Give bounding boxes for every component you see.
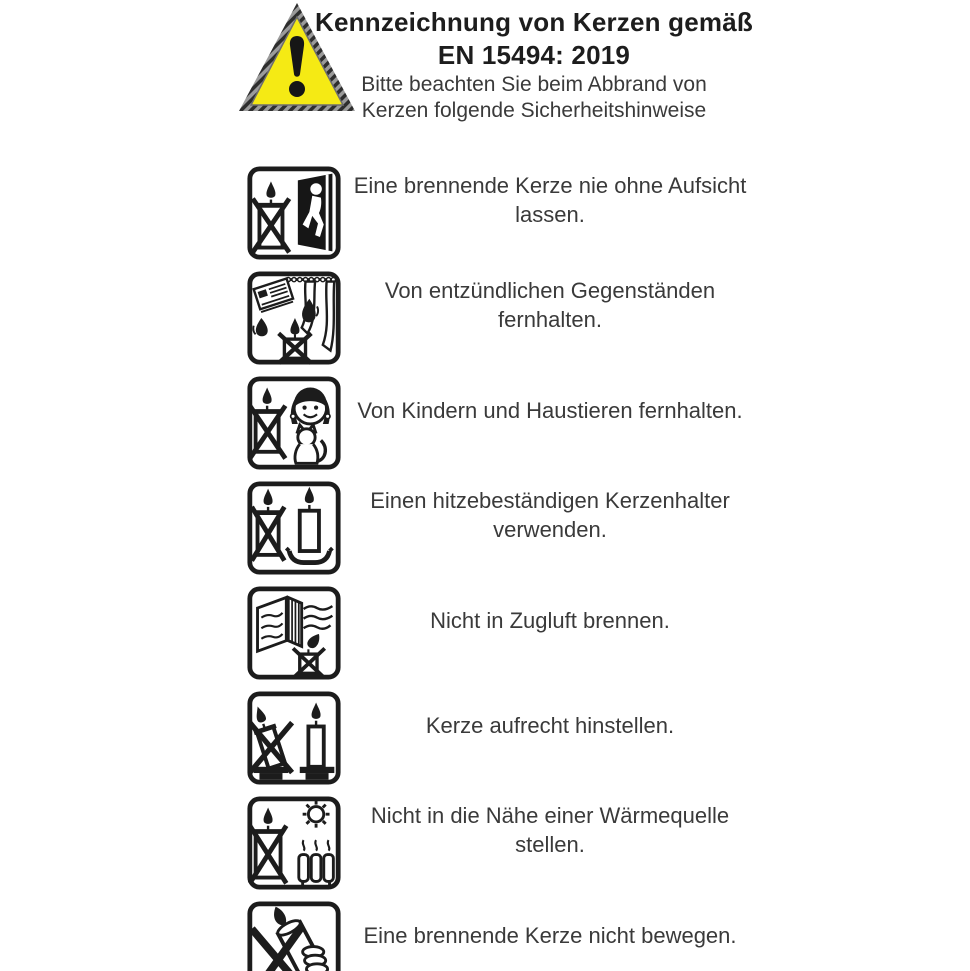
safety-row <box>0 480 970 576</box>
safety-instruction-text: Von entzündlichen Gegenständen fernhalten. <box>384 278 716 332</box>
safety-instruction-text: Von Kindern und Haustieren fernhalten. <box>357 397 743 423</box>
safety-row <box>0 795 970 891</box>
candle-unattended-icon <box>246 165 342 261</box>
safety-rows <box>0 165 970 971</box>
page-title-line1: Kennzeichnung von Kerzen gemäß <box>315 7 753 37</box>
page-subtitle-line2: Kerzen folgende Sicherheitshinweise <box>361 99 707 122</box>
safety-instruction-text: Kerze aufrecht hinstellen. <box>425 712 675 738</box>
children-pets-icon <box>246 375 342 471</box>
header <box>299 6 769 124</box>
safety-row <box>0 585 970 681</box>
draft-icon <box>246 585 342 681</box>
safety-instruction-text: Nicht in die Nähe einer Wärmequelle stellen. <box>370 803 730 857</box>
candle-holder-icon <box>246 480 342 576</box>
safety-row <box>0 375 970 471</box>
safety-row <box>0 270 970 366</box>
safety-instruction-text: Einen hitzebeständigen Kerzenhalter verwenden. <box>370 488 730 542</box>
moving-candle-icon <box>246 900 342 971</box>
safety-row <box>0 165 970 261</box>
heat-source-icon <box>246 795 342 891</box>
safety-instruction-text: Nicht in Zugluft brennen. <box>430 607 670 633</box>
safety-instruction-text: Eine brennende Kerze nie ohne Aufsicht lassen. <box>353 173 747 227</box>
flammable-objects-icon <box>246 270 342 366</box>
safety-row <box>0 690 970 786</box>
page-title-line2: EN 15494: 2019 <box>437 40 631 70</box>
safety-row <box>0 900 970 971</box>
upright-candle-icon <box>246 690 342 786</box>
safety-instruction-text: Eine brennende Kerze nicht bewegen. <box>363 922 737 948</box>
page-subtitle-line1: Bitte beachten Sie beim Abbrand von <box>361 73 707 96</box>
